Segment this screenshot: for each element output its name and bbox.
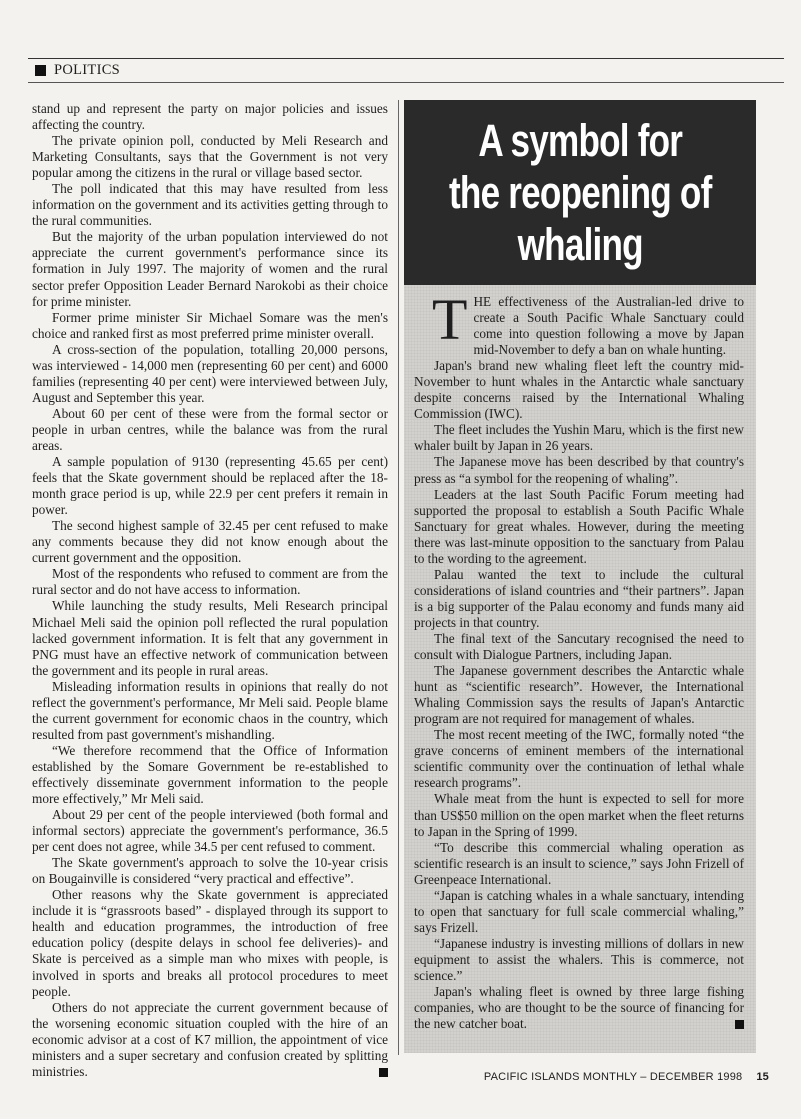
drop-cap: T xyxy=(432,287,468,352)
section-square-icon xyxy=(35,65,46,76)
headline xyxy=(449,115,711,271)
article-paragraph: A cross-section of the population, totalling 20,000 persons, was interviewed - 14,000 men (representing 60 per cent) and 6000 families (representing 40 per cent) were interviewed between July, August and September this year. xyxy=(32,341,388,405)
headline-box xyxy=(404,100,756,285)
end-square-icon xyxy=(735,1020,744,1029)
article-paragraph: The Skate government's approach to solve the 10-year crisis on Bougainville is considered “very practical and effective”. xyxy=(32,855,388,887)
article-paragraph: About 60 per cent of these were from the formal sector or people in urban centres, while the balance was from the rural areas. xyxy=(32,405,388,453)
article-paragraph: “Japan is catching whales in a whale sanctuary, intending to open that sanctuary for full scale commercial whaling,” says Frizell. xyxy=(414,887,744,935)
article-paragraph: But the majority of the urban population interviewed do not appreciate the current government's performance since its formation in July 1997. The majority of women and the rural sector prefer Opposition Leader Bernard Narokobi as their choice for prime minister. xyxy=(32,229,388,309)
header-rule xyxy=(28,82,784,83)
whaling-sidebar xyxy=(404,100,756,1053)
article-paragraph: Misleading information results in opinions that really do not reflect the government's performance, Mr Meli said. People blame the current government for economic chaos in the country, which resulted from past government's mishandling. xyxy=(32,678,388,742)
article-paragraph: A sample population of 9130 (representing 45.65 per cent) feels that the Skate government should be replaced after the 18-month grace period is up, while 22.9 per cent prefers it remain in power. xyxy=(32,454,388,518)
article-paragraph: The poll indicated that this may have resulted from less information on the government and its activities getting through to the rural communities. xyxy=(32,181,388,229)
column-divider xyxy=(398,100,399,1055)
article-paragraph: Whale meat from the hunt is expected to sell for more than US$50 million on the open market when the fleet returns to Japan in the Spring of 1999. xyxy=(414,791,744,839)
article-paragraph: Japan's brand new whaling fleet left the country mid-November to hunt whales in the Antarctic whale sanctuary despite concerns raised by the International Whaling Commission (IWC). xyxy=(414,358,744,422)
article-paragraph: The final text of the Sancutary recognised the need to consult with Dialogue Partners, including Japan. xyxy=(414,630,744,663)
article-paragraph: Most of the respondents who refused to comment are from the rural sector and do not have access to information. xyxy=(32,566,388,598)
article-paragraph: The second highest sample of 32.45 per cent refused to make any comments because they did not know enough about the current government and the opposition. xyxy=(32,518,388,566)
top-rule xyxy=(28,58,784,59)
headline-line: the reopening of xyxy=(448,166,712,218)
article-paragraph: Leaders at the last South Pacific Forum meeting had supported the proposal to establish a South Pacific Whale Sanctuary for great whales. However, during the meeting there was last-minute opposition to the sanctuary from Palau to the wording to the agreement. xyxy=(414,486,744,566)
lead-smallcaps: HE xyxy=(473,294,492,309)
politics-article xyxy=(32,101,388,1080)
article-paragraph: “Japanese industry is investing millions of dollars in new equipment to assist the whalers. This is commerce, not science.” xyxy=(414,935,744,983)
article-paragraph: The most recent meeting of the IWC, formally noted “the grave concerns of eminent members of the international scientific community over the continuation of lethal whale research programs”. xyxy=(414,727,744,791)
article-paragraph: “We therefore recommend that the Office of Information established by the Somare Government be re-established to effectively disseminate government information to the people more effectively,” Mr Meli said. xyxy=(32,742,388,807)
section-header xyxy=(35,62,120,79)
article-paragraph: The Japanese move has been described by that country's press as “a symbol for the reopening of whaling”. xyxy=(414,454,744,486)
article-paragraph-last xyxy=(32,1000,388,1080)
article-paragraph: Palau wanted the text to include the cultural considerations of island countries and “their partners”. Japan is a big supporter of the Palau economy and funds many aid projects in that country. xyxy=(414,566,744,630)
lead-paragraph xyxy=(414,287,744,358)
article-paragraph-text: Japan's whaling fleet is owned by three large fishing companies, who are thought to be the source of financing for the new catcher boat. xyxy=(414,984,744,1032)
publication-line: PACIFIC ISLANDS MONTHLY – DECEMBER 1998 xyxy=(483,1071,743,1083)
headline-line: whaling xyxy=(517,218,643,270)
whaling-article xyxy=(414,287,744,1032)
article-paragraph: The fleet includes the Yushin Maru, which is the first new whaler built by Japan in 26 years. xyxy=(414,422,744,454)
article-paragraph: While launching the study results, Meli Research principal Michael Meli said the opinion poll reflected the rural population lacked government information. It is felt that any government in PNG must have an effective network of communication between the government and its people in rural areas. xyxy=(32,598,388,678)
article-paragraph-text: Others do not appreciate the current government because of the worsening economic situation coupled with the hire of an economic advisor at a cost of K7 million, the appointment of vice ministers and a super secretary and confusion created by splitting ministries. xyxy=(32,999,388,1079)
page-footer xyxy=(484,1071,769,1083)
article-paragraph: The Japanese government describes the Antarctic whale hunt as “scientific research”. However, the International Whaling Commission says the results of Japan's Antarctic program are not required for management of whales. xyxy=(414,663,744,727)
section-label: POLITICS xyxy=(54,62,121,78)
article-paragraph: Other reasons why the Skate government is appreciated include it is “grassroots based” - displayed through its support to health and education programmes, the introduction of free education policy (despite delays in school fee deliveries)- and Skate is perceived as a simple man who mixes with people, is involved in sports and breaks all protocol procedures to meet people. xyxy=(32,887,388,999)
lead-text: effectiveness of the Australian-led drive to create a South Pacific Whale Sanctuary could come into question following a move by Japan mid-November to defy a ban on whale hunting. xyxy=(473,294,744,358)
article-paragraph: The private opinion poll, conducted by Meli Research and Marketing Consultants, says that the Government is not very popular among the citizens in the rural or village based sector. xyxy=(32,133,388,181)
page-number: 15 xyxy=(756,1071,769,1083)
article-paragraph: stand up and represent the party on major policies and issues affecting the country. xyxy=(32,101,388,133)
headline-line: A symbol for xyxy=(478,114,682,166)
end-square-icon xyxy=(379,1068,388,1077)
article-paragraph: About 29 per cent of the people interviewed (both formal and informal sectors) appreciate the government's performance, 36.5 per cent does not agree, while 34.5 per cent refused to comment. xyxy=(32,807,388,855)
article-paragraph: Former prime minister Sir Michael Somare was the men's choice and ranked first as most preferred prime minister overall. xyxy=(32,309,388,341)
article-paragraph-last xyxy=(414,984,744,1032)
article-paragraph: “To describe this commercial whaling operation as scientific research is an insult to science,” says John Frizell of Greenpeace International. xyxy=(414,839,744,887)
